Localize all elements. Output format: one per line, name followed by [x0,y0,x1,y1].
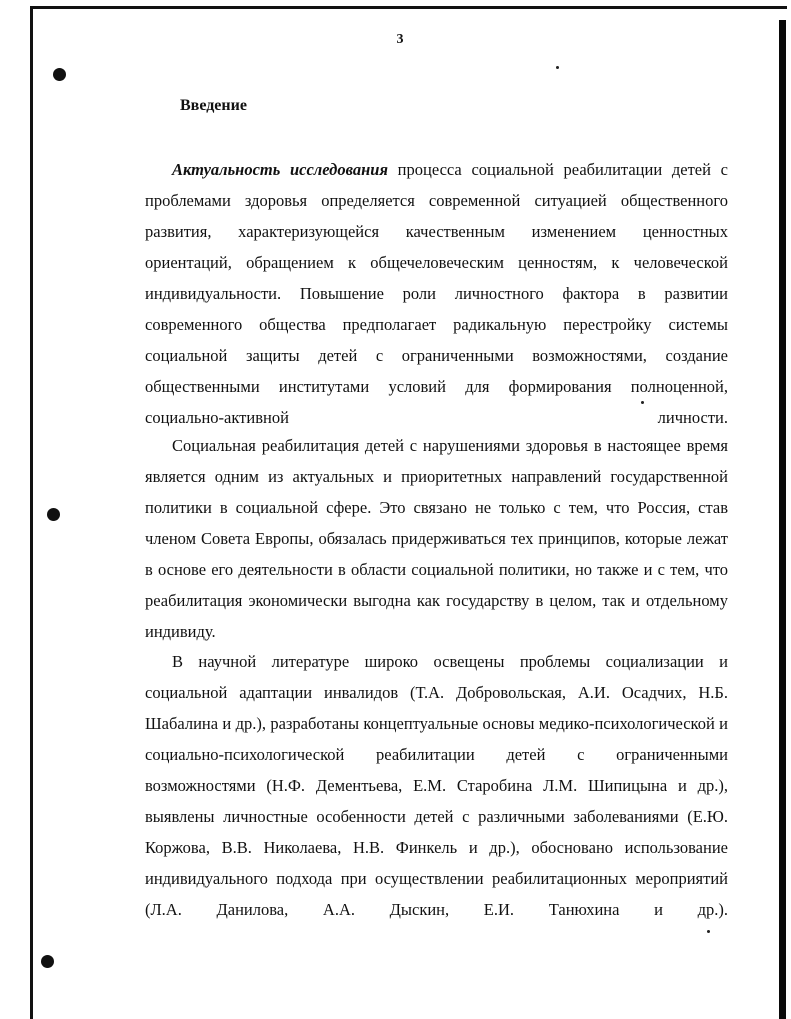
punch-hole-middle [47,508,60,521]
scan-speck [556,66,559,69]
scan-speck [707,930,710,933]
paragraph-2 [145,430,728,647]
scan-border-top [30,6,787,9]
paragraph-text: Социальная реабилитация детей с нарушениями здоровья в настоящее время является одним из актуальных и приоритетных направлений государственной политики в социальной сфере. Это связано не только с тем, что Россия, став членом Совета Европы, обязалась придерживаться тех принципов, которые лежат в основе его деятельности в области социальной политики, но также и с тем, что реабилитация экономически выгодна как государству в целом, так и отдельному индивиду. [145,436,728,641]
paragraph-text: процесса социальной реабилитации детей с проблемами здоровья определяется современной ситуацией общественного развития, характеризующейся качественным изменением ценностных ориентаций, обращением к общечеловеческим ценностям, к человеческой индивидуальности. Повышение роли личностного фактора в развитии современного общества предполагает радикальную перестройку системы социальной защиты детей с ограниченными возможностями, создание общественными институтами условий для формирования полноценной, социально-активной личности. [145,160,728,427]
punch-hole-top [53,68,66,81]
paragraph-text: В научной литературе широко освещены проблемы социализации и социальной адаптации инвалидов (Т.А. Добровольская, А.И. Осадчих, Н.Б. Шабалина и др.), разработаны концептуальные основы медико-психологической и социально-психологической реабилитации детей с ограниченными возможностями (Н.Ф. Дементьева, Е.М. Старобина Л.М. Шипицына и др.), выявлены личностные особенности детей с различными заболеваниями (Е.Ю. Коржова, В.В. Николаева, Н.В. Финкель и др.), обосновано использование индивидуального подхода при осуществлении реабилитационных мероприятий (Л.А. Данилова, А.А. Дыскин, Е.И. Танюхина и др.). [145,652,728,919]
scan-border-right [779,20,786,1019]
punch-hole-bottom [41,955,54,968]
scan-border-left [30,6,33,1019]
section-title: Введение [180,97,247,114]
paragraph-lead-emphasis: Актуальность исследования [172,160,388,179]
page-number: 3 [396,32,404,47]
paragraph-3 [145,646,728,925]
paragraph-1 [145,154,728,433]
